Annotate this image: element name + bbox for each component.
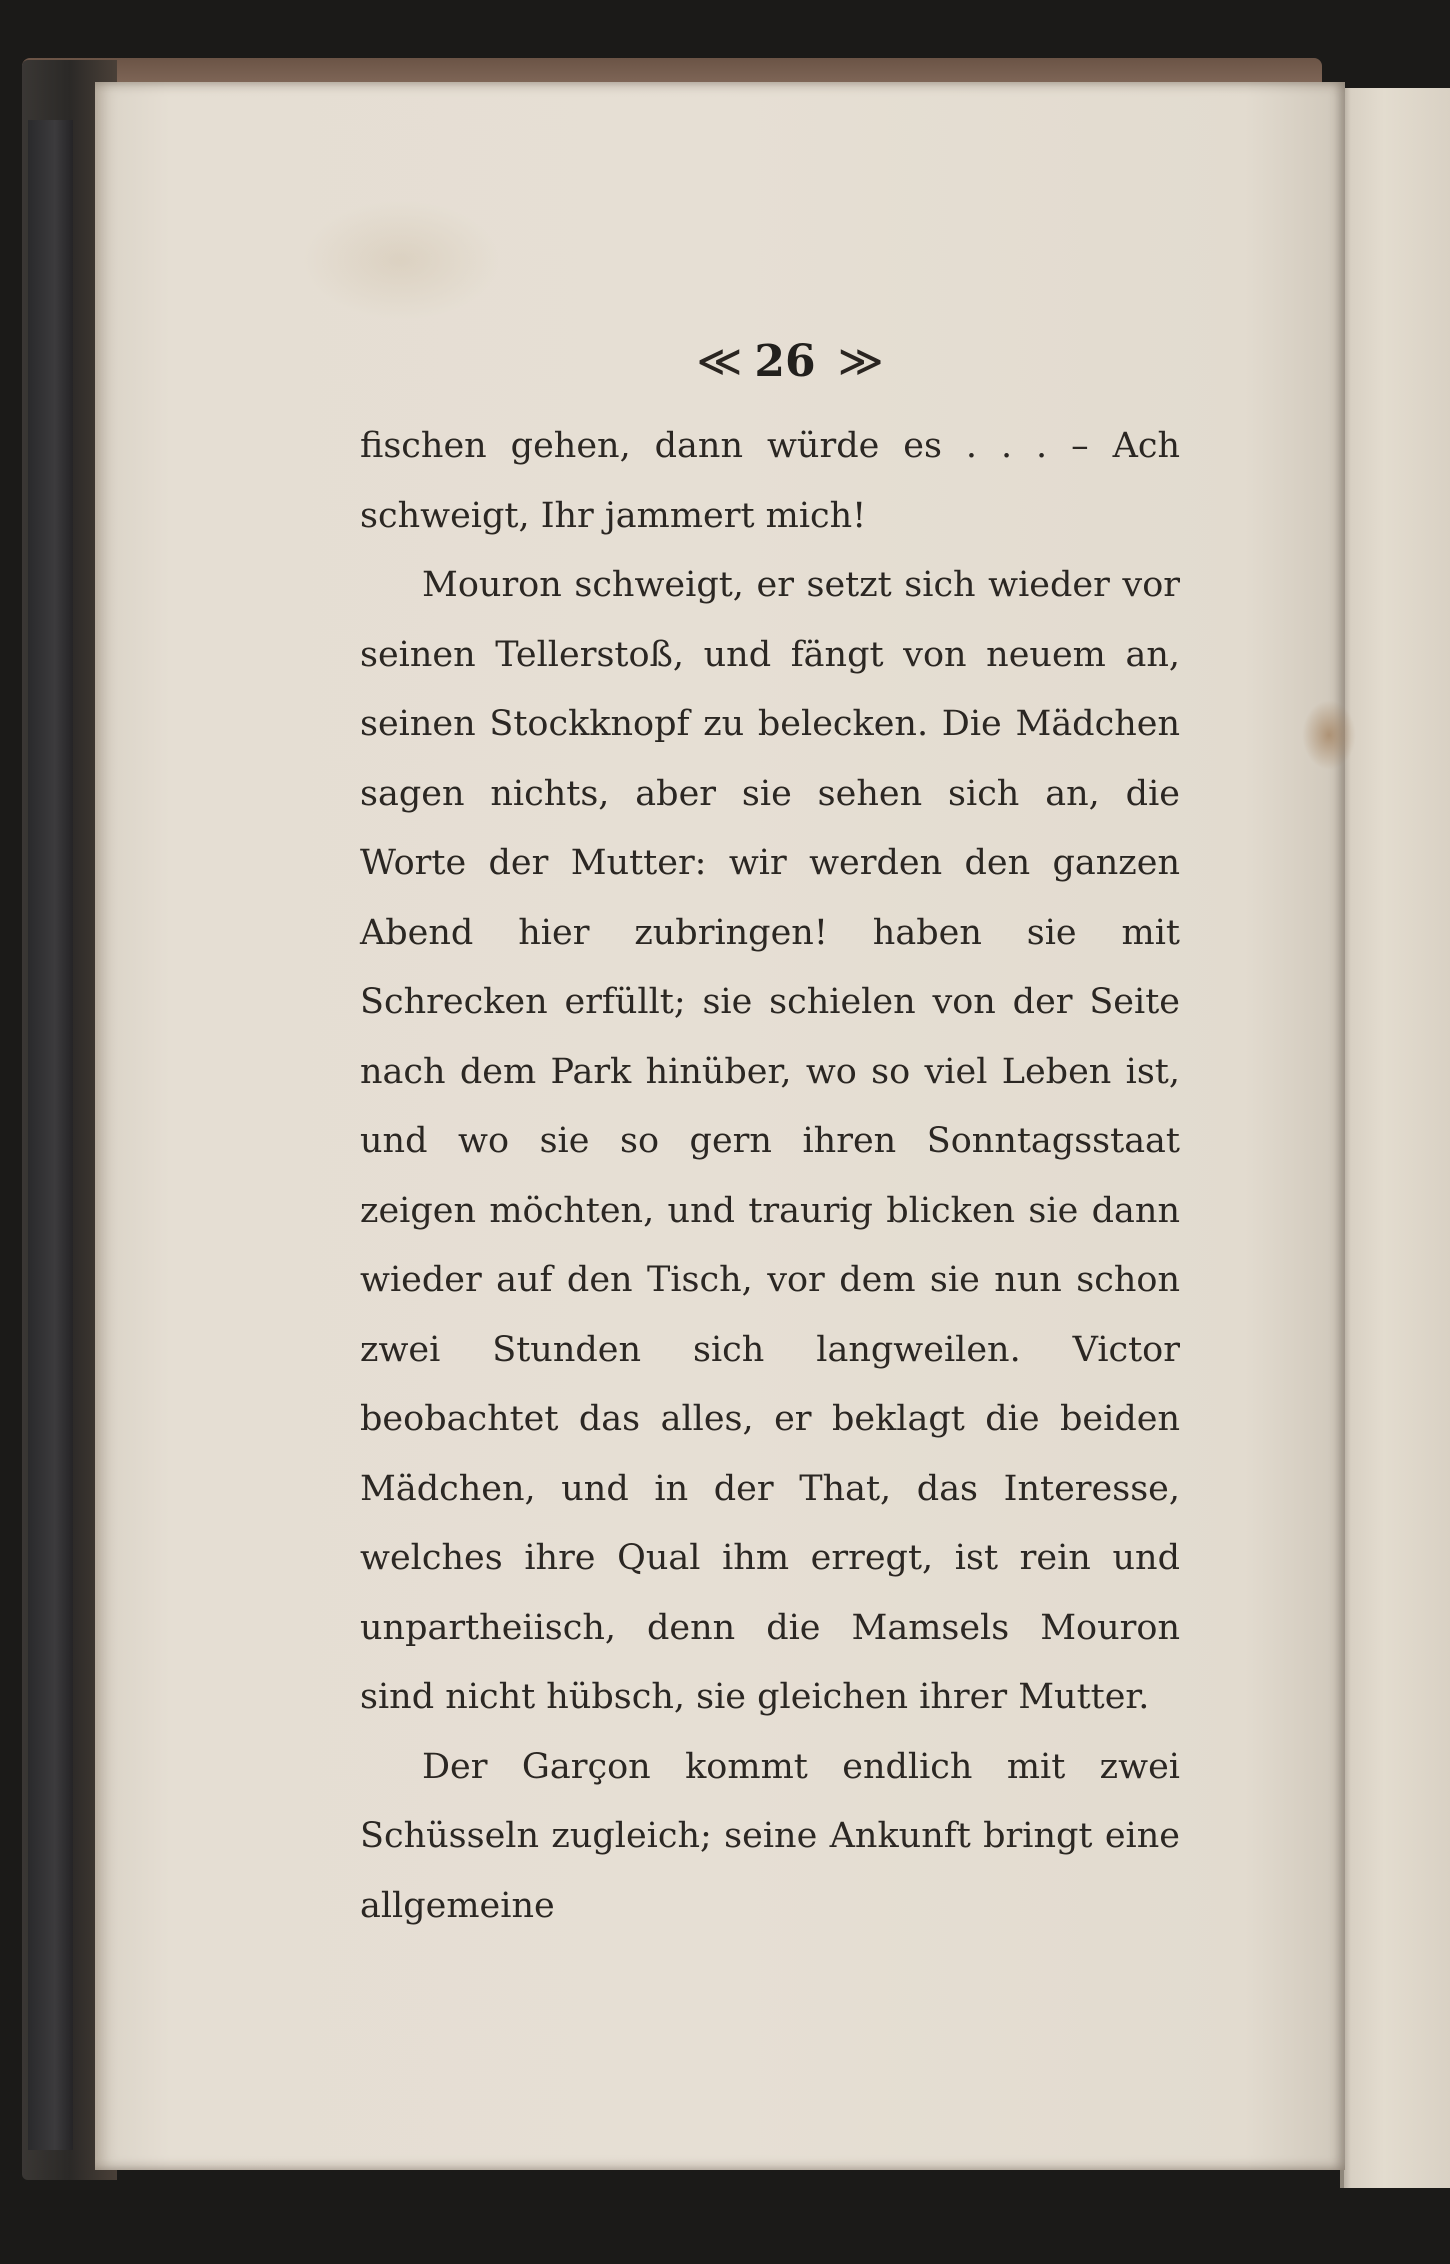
page-body: [360, 412, 1180, 1941]
facing-page-edges: [1340, 88, 1450, 2188]
paragraph: fischen gehen, dann würde es . . . – Ach schweigt, Ihr jammert mich!: [360, 426, 1180, 536]
ornament-right-icon: ≫: [837, 336, 874, 387]
ornament-left-icon: ≪: [696, 336, 733, 387]
page-header: [650, 332, 920, 392]
paragraph: Mouron schweigt, er setzt sich wieder vor seinen Tellerstoß, und fängt von neuem an, seinen Stockknopf zu belecken. Die Mädchen sagen nichts, aber sie sehen sich an, die Worte der Mutter: wir werden den ganzen Abend hier zubringen! haben sie mit Schrecken erfüllt; sie schielen von der Seite nach dem Park hinüber, wo so viel Leben ist, und wo sie so gern ihren Sonntagsstaat zeigen möchten, und traurig blicken sie dann wieder auf den Tisch, vor dem sie nun schon zwei Stunden sich langweilen. Victor beobachtet das alles, er beklagt die beiden Mädchen, und in der That, das Interesse, welches ihre Qual ihm erregt, ist rein und unpartheiisch, denn die Mamsels Mouron sind nicht hübsch, sie gleichen ihrer Mutter.: [360, 565, 1180, 1717]
page-stain: [1302, 700, 1356, 770]
page-stain: [300, 200, 500, 320]
paragraph: Der Garçon kommt endlich mit zwei Schüsseln zugleich; seine Ankunft bringt eine allgemeine: [360, 1746, 1180, 1926]
book-spine: [28, 120, 73, 2150]
page-number: 26: [754, 336, 816, 387]
